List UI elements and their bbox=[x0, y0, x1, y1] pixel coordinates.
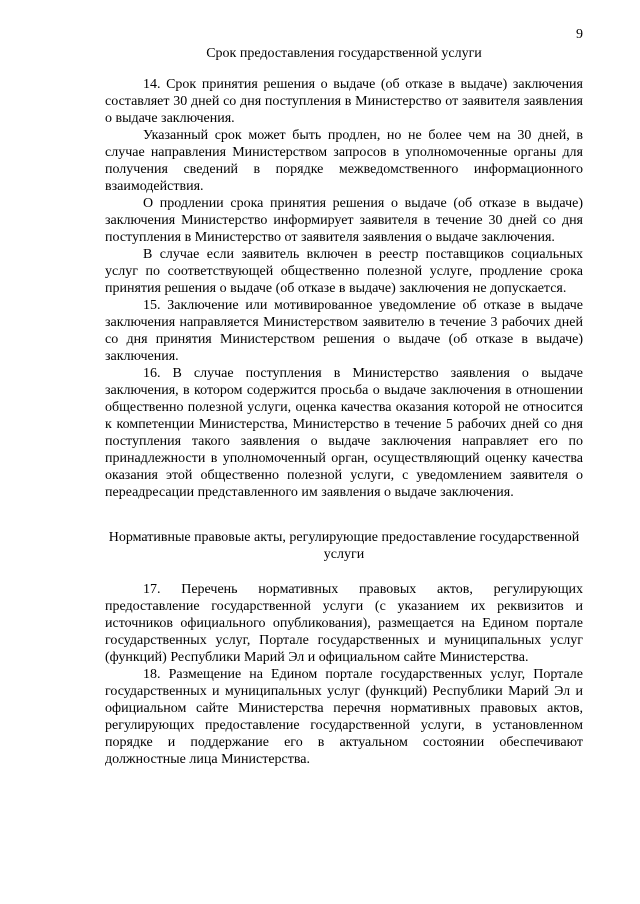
section-heading-legal-acts: Нормативные правовые акты, регулирующие предоставление государственной услуги bbox=[108, 530, 580, 562]
page-number: 9 bbox=[576, 27, 583, 42]
paragraph-14: 14. Срок принятия решения о выдаче (об отказе в выдаче) заключения составляет 30 дней со дня поступления в Министерство от заявителя заявления о выдаче заключения. bbox=[105, 77, 583, 126]
paragraph-15: 15. Заключение или мотивированное уведомление об отказе в выдаче заключения направляется Министерством заявителю в течение 3 рабочих дней со дня принятия Министерством решения о выдаче (об отказе в выдаче) заключения. bbox=[105, 298, 583, 364]
paragraph-16: 16. В случае поступления в Министерство заявления о выдаче заключения, в котором содержится просьба о выдаче заключения в отношении общественно полезной услуги, оценка качества оказания которой не относится к компетенции Министерства, Министерство в течение 5 рабочих дней со дня поступления такого заявления о выдаче заключения направляет его по принадлежности в уполномоченный орган, осуществляющий оценку качества оказания этой общественно полезной услуги, с уведомлением заявителя о переадресации представленного им заявления о выдаче заключения. bbox=[105, 366, 583, 500]
section-heading-service-term: Срок предоставления государственной услуги bbox=[206, 46, 482, 61]
section-service-term-body bbox=[105, 76, 583, 501]
paragraph-18: 18. Размещение на Едином портале государственных услуг, Портале государственных и муниципальных услуг (функций) Республики Марий Эл и официальном сайте Министерства перечня нормативных правовых актов, регулирующих предоставление государственной услуги, в установленном порядке и поддержание его в актуальном состоянии обеспечивают должностные лица Министерства. bbox=[105, 667, 583, 767]
section-legal-acts-body bbox=[105, 581, 583, 768]
paragraph-14-note-registry: В случае если заявитель включен в реестр поставщиков социальных услуг по соответствующей общественно полезной услуге, продление срока принятия решения о выдаче (об отказе в выдаче) заключения не допускается. bbox=[105, 247, 583, 296]
paragraph-17: 17. Перечень нормативных правовых актов, регулирующих предоставление государственной услуги (с указанием их реквизитов и источников официального опубликования), размещается на Едином портале государственных услуг, Портале государственных и муниципальных услуг (функций) Республики Марий Эл и официальном сайте Министерства. bbox=[105, 582, 583, 665]
paragraph-14-note-notification: О продлении срока принятия решения о выдаче (об отказе в выдаче) заключения Министерство информирует заявителя в течение 30 дней со дня поступления в Министерство от заявителя заявления о выдаче заключения. bbox=[105, 196, 583, 245]
paragraph-14-note-extension: Указанный срок может быть продлен, но не более чем на 30 дней, в случае направления Министерством запросов в уполномоченные органы для получения сведений в порядке межведомственного информационного взаимодействия. bbox=[105, 128, 583, 194]
